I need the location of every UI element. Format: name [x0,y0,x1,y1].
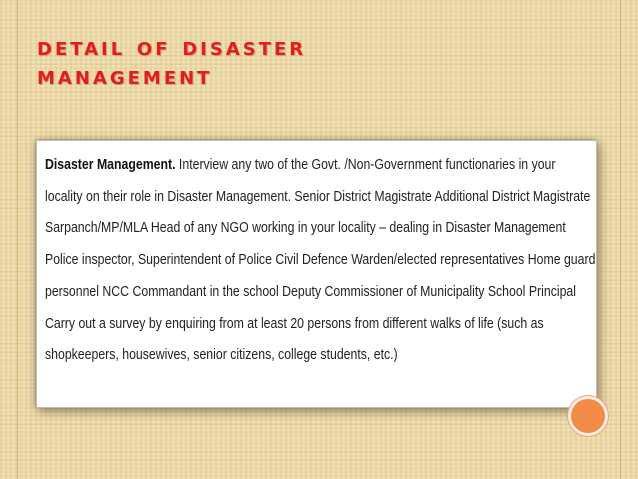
body-paragraph [45,150,595,372]
slide-title [37,32,457,90]
slide-title-line-2: management [37,61,213,90]
accent-circle [571,399,605,433]
content-image-box [36,140,597,408]
slide-title-line-1: detail of disaster [37,32,307,61]
lead-heading: Disaster Management. [45,157,176,173]
body-text: Interview any two of the Govt. /Non-Government functionaries in your locality on their role in Disaster Management. Senior District Magistrate Additional District Magistrate Sarpanch/MP/MLA Head of any NGO working in your locality – dealing in Disaster Management Police inspector, Superintendent of Police Civil Defence Warden/elected representatives Home guard personnel NCC Commandant in the school Deputy Commissioner of Municipality School Principal Carry out a survey by enquiring from at least 20 persons from different walks of life (such as shopkeepers, housewives, senior citizens, college students, etc.) [45,157,596,364]
